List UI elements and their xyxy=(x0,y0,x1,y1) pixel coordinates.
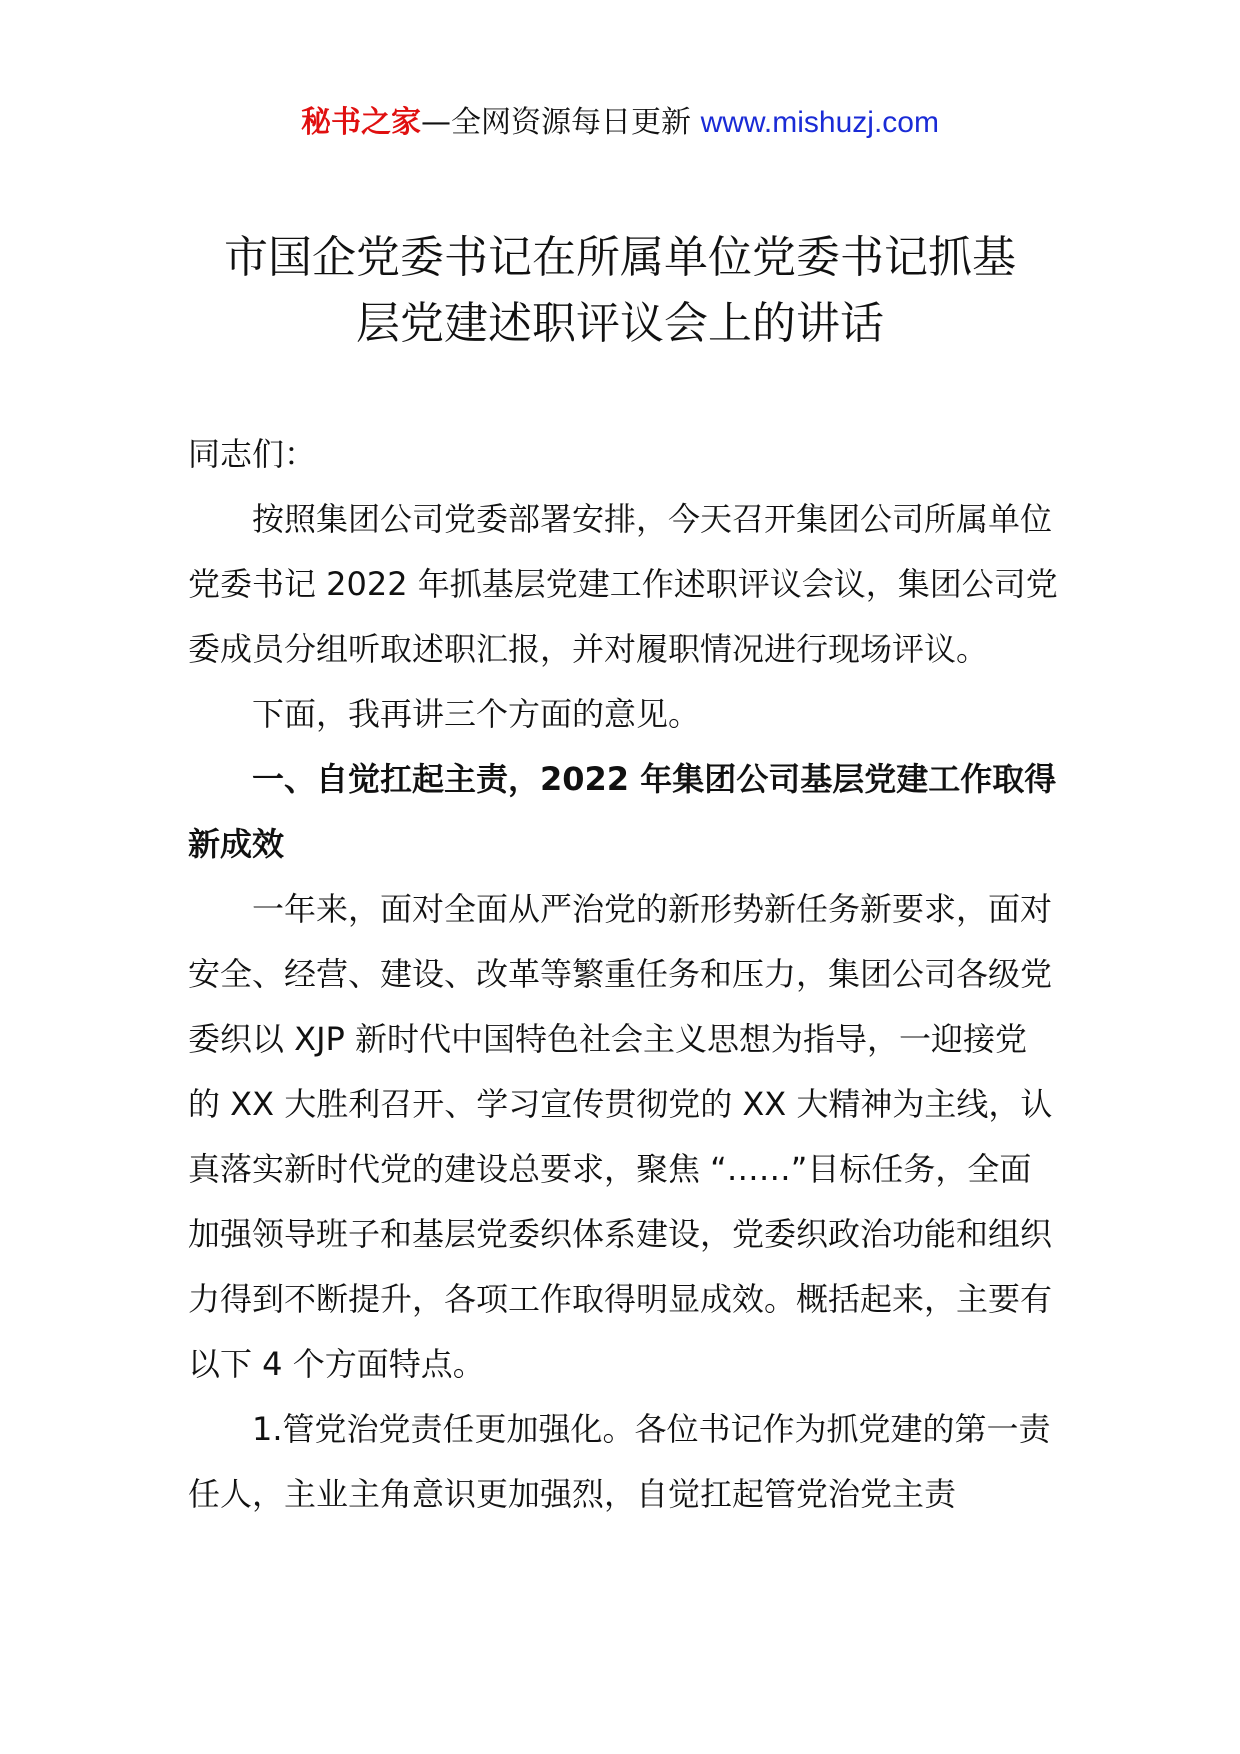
document-title xyxy=(180,225,1060,357)
site-link[interactable]: www.mishuzj.com xyxy=(700,106,939,139)
document-body xyxy=(188,422,1058,1527)
paragraph-3: 一年来，面对全面从严治党的新形势新任务新要求，面对安全、经营、建设、改革等繁重任务和压力，集团公司各级党委织以 XJP 新时代中国特色社会主义思想为指导，一迎接党的 XX 大胜利召开、学习宣传贯彻党的 XX 大精神为主线，认真落实新时代党的建设总要求，聚焦 “……”目标任务，全面加强领导班子和基层党委织体系建设，党委织政治功能和组织力得到不断提升，各项工作取得明显成效。概括起来，主要有以下 4 个方面特点。 xyxy=(188,890,1053,1383)
salutation: 同志们： xyxy=(188,435,317,473)
title-line-1: 市国企党委书记在所属单位党委书记抓基 xyxy=(224,232,1016,283)
section-heading-1: 一、自觉扛起主责，2022 年集团公司基层党建工作取得新成效 xyxy=(188,760,1057,863)
paragraph-1: 按照集团公司党委部署安排，今天召开集团公司所属单位党委书记 2022 年抓基层党建工作述职评议会议，集团公司党委成员分组听取述职汇报，并对履职情况进行现场评议。 xyxy=(188,500,1058,668)
header-slogan: —全网资源每日更新 xyxy=(421,105,701,140)
brand-name: 秘书之家 xyxy=(301,105,422,140)
paragraph-4: 1.管党治党责任更加强化。各位书记作为抓党建的第一责任人，主业主角意识更加强烈，自觉扛起管党治党主责 xyxy=(188,1410,1051,1513)
header-banner xyxy=(0,100,1240,146)
paragraph-2: 下面，我再讲三个方面的意见。 xyxy=(252,695,701,733)
title-line-2: 层党建述职评议会上的讲话 xyxy=(356,298,884,349)
